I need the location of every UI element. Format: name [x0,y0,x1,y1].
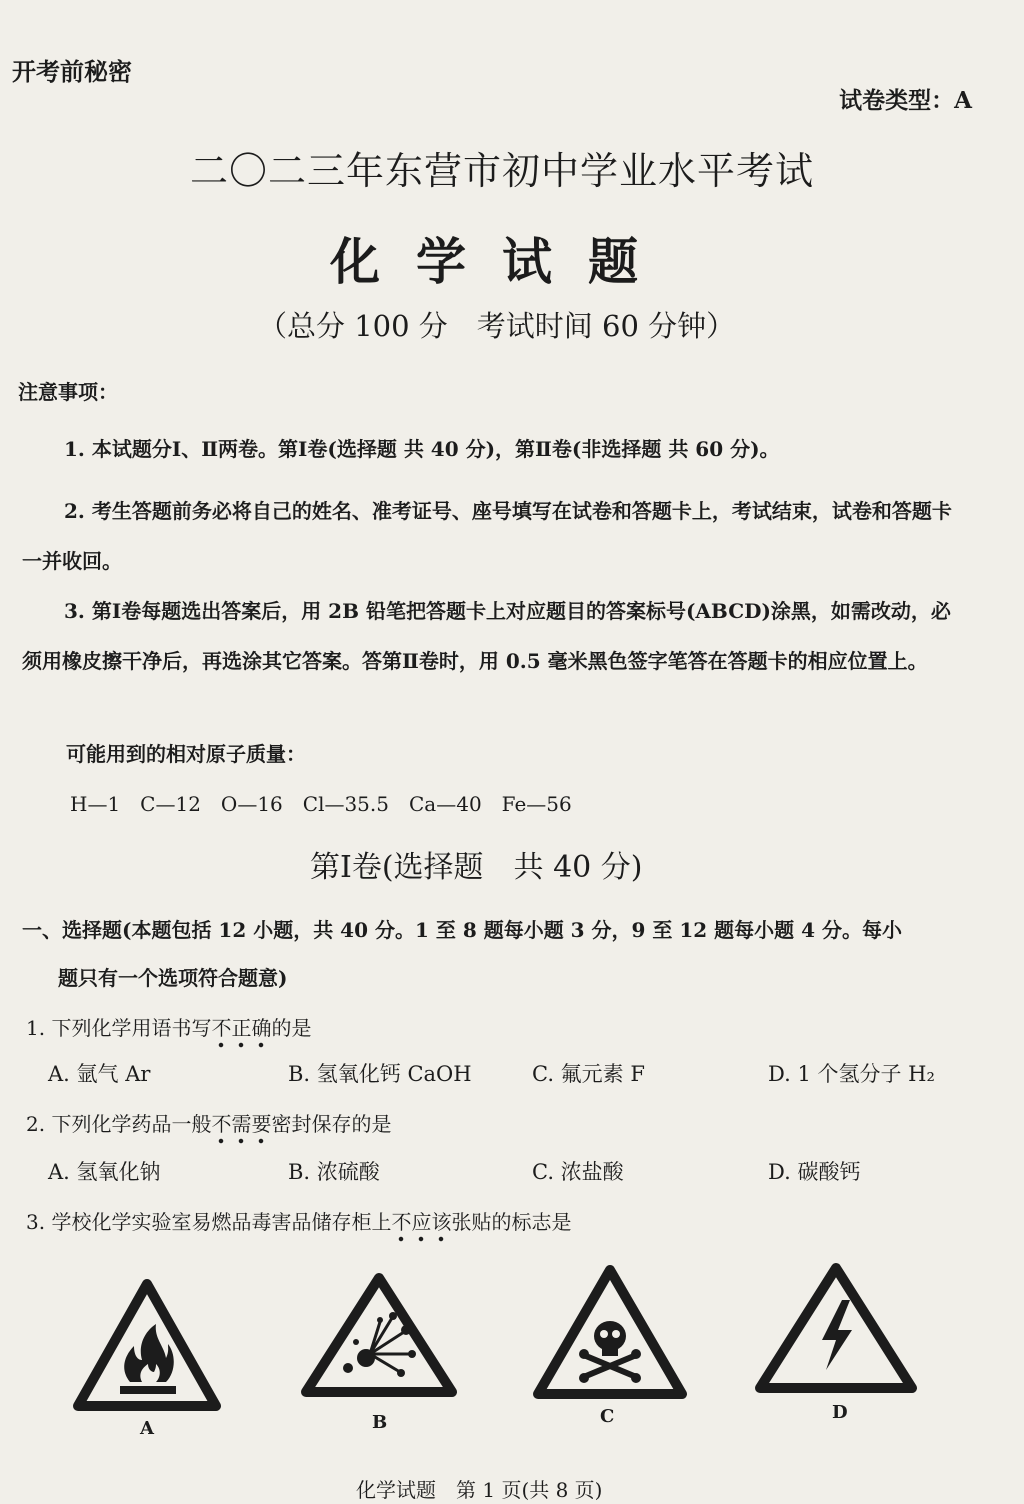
question-3-stem-post: 张贴的标志是 [451,1210,572,1234]
question-3-stem [26,1206,571,1235]
notice-item-3: 3. 第Ⅰ卷每题选出答案后，用 2B 铅笔把答题卡上对应题目的答案标号(ABCD)涂黑，如需改动，必须用橡皮擦干净后，再选涂其它答案。答第Ⅱ卷时，用 0.5 毫米黑色签字笔答在答题卡的相应位置上。 [22,599,951,673]
notice-item-1: 1. 本试题分Ⅰ、Ⅱ两卷。第Ⅰ卷(选择题 共 40 分)，第Ⅱ卷(非选择题 共 60 分)。 [64,437,780,461]
question-1-stem-post: 的是 [271,1016,312,1040]
question-2-emphasis-text: 不需要 [211,1112,271,1144]
question-1-option-c: C. 氟元素 F [532,1062,645,1086]
question-3-emphasis [391,1210,451,1242]
question-2-emphasis [211,1112,271,1144]
atomic-mass-title: 可能用到的相对原子质量： [66,742,306,766]
question-2-stem [26,1108,391,1137]
question-2-option-d: D. 碳酸钙 [768,1160,861,1184]
sign-label-d: D [832,1402,848,1423]
notice-item-2: 2. 考生答题前务必将自己的姓名、准考证号、座号填写在试卷和答题卡上，考试结束，试卷和答题卡一并收回。 [22,499,952,573]
question-1-stem-pre: 1. 下列化学用语书写 [26,1016,212,1040]
toxic-icon [532,1264,688,1402]
sign-label-b: B [372,1412,388,1433]
question-2-option-c: C. 浓盐酸 [532,1160,624,1184]
flammable-icon [72,1278,222,1414]
electric-shock-icon [754,1262,918,1396]
exam-title: 二〇二三年东营市初中学业水平考试 [190,149,815,193]
notice-title: 注意事项： [18,380,118,404]
sign-label-c: C [600,1406,615,1427]
question-2-option-b: B. 浓硫酸 [288,1160,380,1184]
page-footer: 化学试题 第 1 页(共 8 页) [356,1478,603,1502]
section-title: 第Ⅰ卷(选择题 共 40 分) [310,850,643,885]
section-instructions-line-1: 一、选择题(本题包括 12 小题，共 40 分。1 至 8 题每小题 3 分，9 至 12 题每小题 4 分。每小 [22,918,903,942]
sign-label-a: A [140,1418,154,1439]
section-instructions [22,906,967,1002]
question-2-stem-post: 密封保存的是 [271,1112,392,1136]
explosive-icon [300,1272,458,1400]
atomic-mass-values: H—1 C—12 O—16 Cl—35.5 Ca—40 Fe—56 [70,792,572,816]
section-instructions-line-2: 题只有一个选项符合题意) [58,966,288,990]
question-1-option-d: D. 1 个氢分子 H₂ [768,1062,935,1086]
question-1-option-b: B. 氢氧化钙 CaOH [288,1062,472,1086]
question-1-option-a: A. 氩气 Ar [48,1062,151,1086]
question-2-option-a: A. 氢氧化钠 [48,1160,161,1184]
question-3-emphasis-text: 不应该 [391,1210,451,1242]
question-1-stem [26,1012,311,1041]
subject-title: 化学试题 [330,232,674,291]
question-1-emphasis-text: 不正确 [211,1016,271,1048]
score-time: （总分 100 分 考试时间 60 分钟） [258,309,736,343]
secret-label: 开考前秘密 [12,57,132,86]
paper-type: 试卷类型：A [839,87,972,114]
question-2-stem-pre: 2. 下列化学药品一般 [26,1112,212,1136]
question-1-emphasis [211,1016,271,1048]
question-3-stem-pre: 3. 学校化学实验室易燃品毒害品储存柜上 [26,1210,392,1234]
